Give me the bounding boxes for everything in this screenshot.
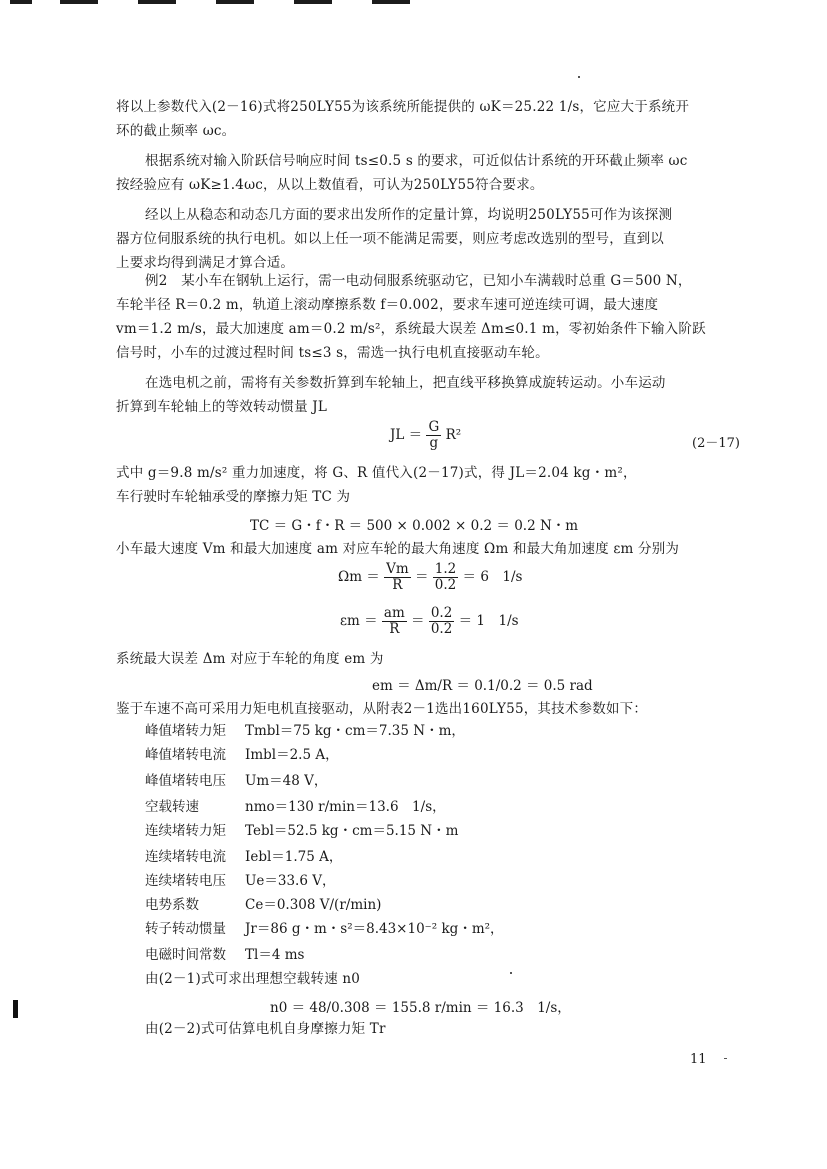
param-name: 峰值堵转力矩 — [145, 723, 226, 739]
equation-friction-torque: TC ＝ G・f・R ＝ 500 × 0.002 × 0.2 ＝ 0.2 N・m — [250, 518, 579, 534]
fraction — [433, 562, 458, 593]
equation-no-load-speed: n0 ＝ 48/0.308 ＝ 155.8 r/min ＝ 16.3 1/s， — [270, 1000, 571, 1016]
equation-lhs: JL ＝ — [390, 427, 423, 443]
equation-omega-max — [338, 562, 522, 593]
paragraph-line: 经以上从稳态和动态几方面的要求出发所作的定量计算，均说明250LY55可作为该探测 — [145, 207, 673, 223]
fraction-denominator: R — [392, 577, 403, 593]
equation-rhs: ＝ 1 1/s — [458, 613, 519, 629]
scan-edge-mark — [294, 0, 332, 4]
paragraph-line: 信号时，小车的过渡过程时间 ts≤3 s，需选一执行电机直接驱动车轮。 — [116, 345, 549, 361]
paragraph-line: 环的截止频率 ωc。 — [116, 123, 236, 139]
param-value: Um＝48 V， — [245, 773, 328, 789]
paragraph-line: vm＝1.2 m/s，最大加速度 am＝0.2 m/s²，系统最大误差 Δm≤0.1 m，零初始条件下输入阶跃 — [116, 321, 706, 337]
fraction-numerator: 0.2 — [430, 605, 453, 621]
param-value: Imbl＝2.5 A， — [245, 747, 339, 763]
fraction-numerator: Vm — [386, 561, 409, 577]
param-value: Tebl＝52.5 kg・cm＝5.15 N・m — [245, 823, 459, 839]
paragraph-line: 由(2－2)式可估算电机自身摩擦力矩 Tr — [145, 1021, 386, 1037]
fraction — [426, 420, 441, 451]
page-number: 11 — [690, 1052, 707, 1067]
param-name: 峰值堵转电流 — [145, 747, 226, 763]
fraction-numerator: am — [383, 605, 405, 621]
fraction-denominator: g — [429, 435, 439, 451]
paragraph-line: 车行驶时车轮轴承受的摩擦力矩 TC 为 — [116, 489, 351, 505]
equation-epsilon-max — [340, 606, 519, 637]
paragraph-line: 器方位伺服系统的执行电机。如以上任一项不能满足需要，则应考虑改选别的型号，直到以 — [116, 231, 664, 247]
paragraph-line: 系统最大误差 Δm 对应于车轮的角度 em 为 — [116, 651, 384, 667]
param-name: 转子转动惯量 — [145, 921, 226, 937]
paragraph-line: 按经验应有 ωK≥1.4ωc，从以上数值看，可认为250LY55符合要求。 — [116, 177, 544, 193]
param-name: 连续堵转电压 — [145, 873, 226, 889]
example-heading-line: 例2 某小车在钢轨上运行，需一电动伺服系统驱动它，已知小车满载时总重 G＝500 N， — [145, 273, 692, 289]
scan-speck — [724, 1058, 727, 1059]
param-value: nmo＝130 r/min＝13.6 1/s， — [245, 799, 446, 815]
param-name: 连续堵转力矩 — [145, 823, 226, 839]
scan-edge-mark — [10, 0, 32, 4]
param-value: Ce＝0.308 V/(r/min) — [245, 897, 382, 913]
param-value: Tmbl＝75 kg・cm＝7.35 N・m， — [245, 723, 465, 739]
paragraph-line: 将以上参数代入(2－16)式将250LY55为该系统所能提供的 ωK＝25.22 1/s，它应大于系统开 — [116, 99, 690, 115]
paragraph-line: 折算到车轮轴上的等效转动惯量 JL — [116, 399, 328, 415]
fraction-denominator: 0.2 — [434, 577, 457, 593]
equation-2-17 — [390, 420, 461, 451]
equation-number: (2－17) — [692, 436, 740, 451]
paragraph-line: 由(2－1)式可求出理想空载转速 n0 — [145, 971, 361, 987]
param-name: 空载转速 — [145, 799, 199, 815]
paragraph-line: 根据系统对输入阶跃信号响应时间 ts≤0.5 s 的要求，可近似估计系统的开环截止频率 ωc — [145, 153, 688, 169]
scan-edge-mark — [216, 0, 254, 4]
fraction-numerator: G — [428, 419, 440, 435]
param-name: 连续堵转电流 — [145, 849, 226, 865]
scan-edge-mark — [60, 0, 98, 4]
param-value: Ue＝33.6 V， — [245, 873, 336, 889]
param-value: Jr＝86 g・m・s²＝8.43×10⁻² kg・m²， — [245, 921, 504, 937]
equation-rhs: R² — [445, 427, 462, 443]
paragraph-line: 车轮半径 R＝0.2 m，轨道上滚动摩擦系数 f＝0.002，要求车速可逆连续可调，最大速度 — [116, 297, 659, 313]
paragraph-line: 在选电机之前，需将有关参数折算到车轮轴上，把直线平移换算成旋转运动。小车运动 — [145, 375, 666, 391]
fraction-denominator: R — [389, 621, 400, 637]
paragraph-line: 鉴于车速不高可采用力矩电机直接驱动，从附表2－1选出160LY55，其技术参数如下： — [116, 701, 648, 717]
scan-speck — [510, 972, 512, 974]
paragraph-line: 上要求均得到满足才算合适。 — [116, 255, 295, 271]
param-value: Iebl＝1.75 A， — [245, 849, 343, 865]
scan-margin-mark — [13, 1000, 18, 1018]
equation-equals: ＝ — [414, 569, 429, 585]
param-name: 峰值堵转电压 — [145, 773, 226, 789]
equation-lhs: εm ＝ — [340, 613, 378, 629]
param-name: 电势系数 — [145, 897, 199, 913]
paragraph-line: 小车最大速度 Vm 和最大加速度 am 对应车轮的最大角速度 Ωm 和最大角加速度 εm 分别为 — [116, 541, 680, 557]
equation-rhs: ＝ 6 1/s — [462, 569, 523, 585]
param-name: 电磁时间常数 — [145, 947, 226, 963]
paragraph-line: 式中 g＝9.8 m/s² 重力加速度，将 G、R 值代入(2－17)式，得 JL＝2.04 kg・m²， — [116, 465, 637, 481]
fraction-denominator: 0.2 — [430, 621, 453, 637]
fraction — [384, 562, 411, 593]
fraction — [429, 606, 454, 637]
equation-equals: ＝ — [411, 613, 425, 629]
scan-speck — [578, 76, 580, 78]
scan-edge-mark — [138, 0, 176, 4]
equation-lhs: Ωm ＝ — [338, 569, 380, 585]
fraction — [382, 606, 407, 637]
param-value: Tl＝4 ms — [245, 947, 305, 963]
scan-edge-mark — [372, 0, 410, 4]
fraction-numerator: 1.2 — [434, 561, 457, 577]
equation-error-angle: em ＝ Δm/R ＝ 0.1/0.2 ＝ 0.5 rad — [372, 678, 593, 694]
